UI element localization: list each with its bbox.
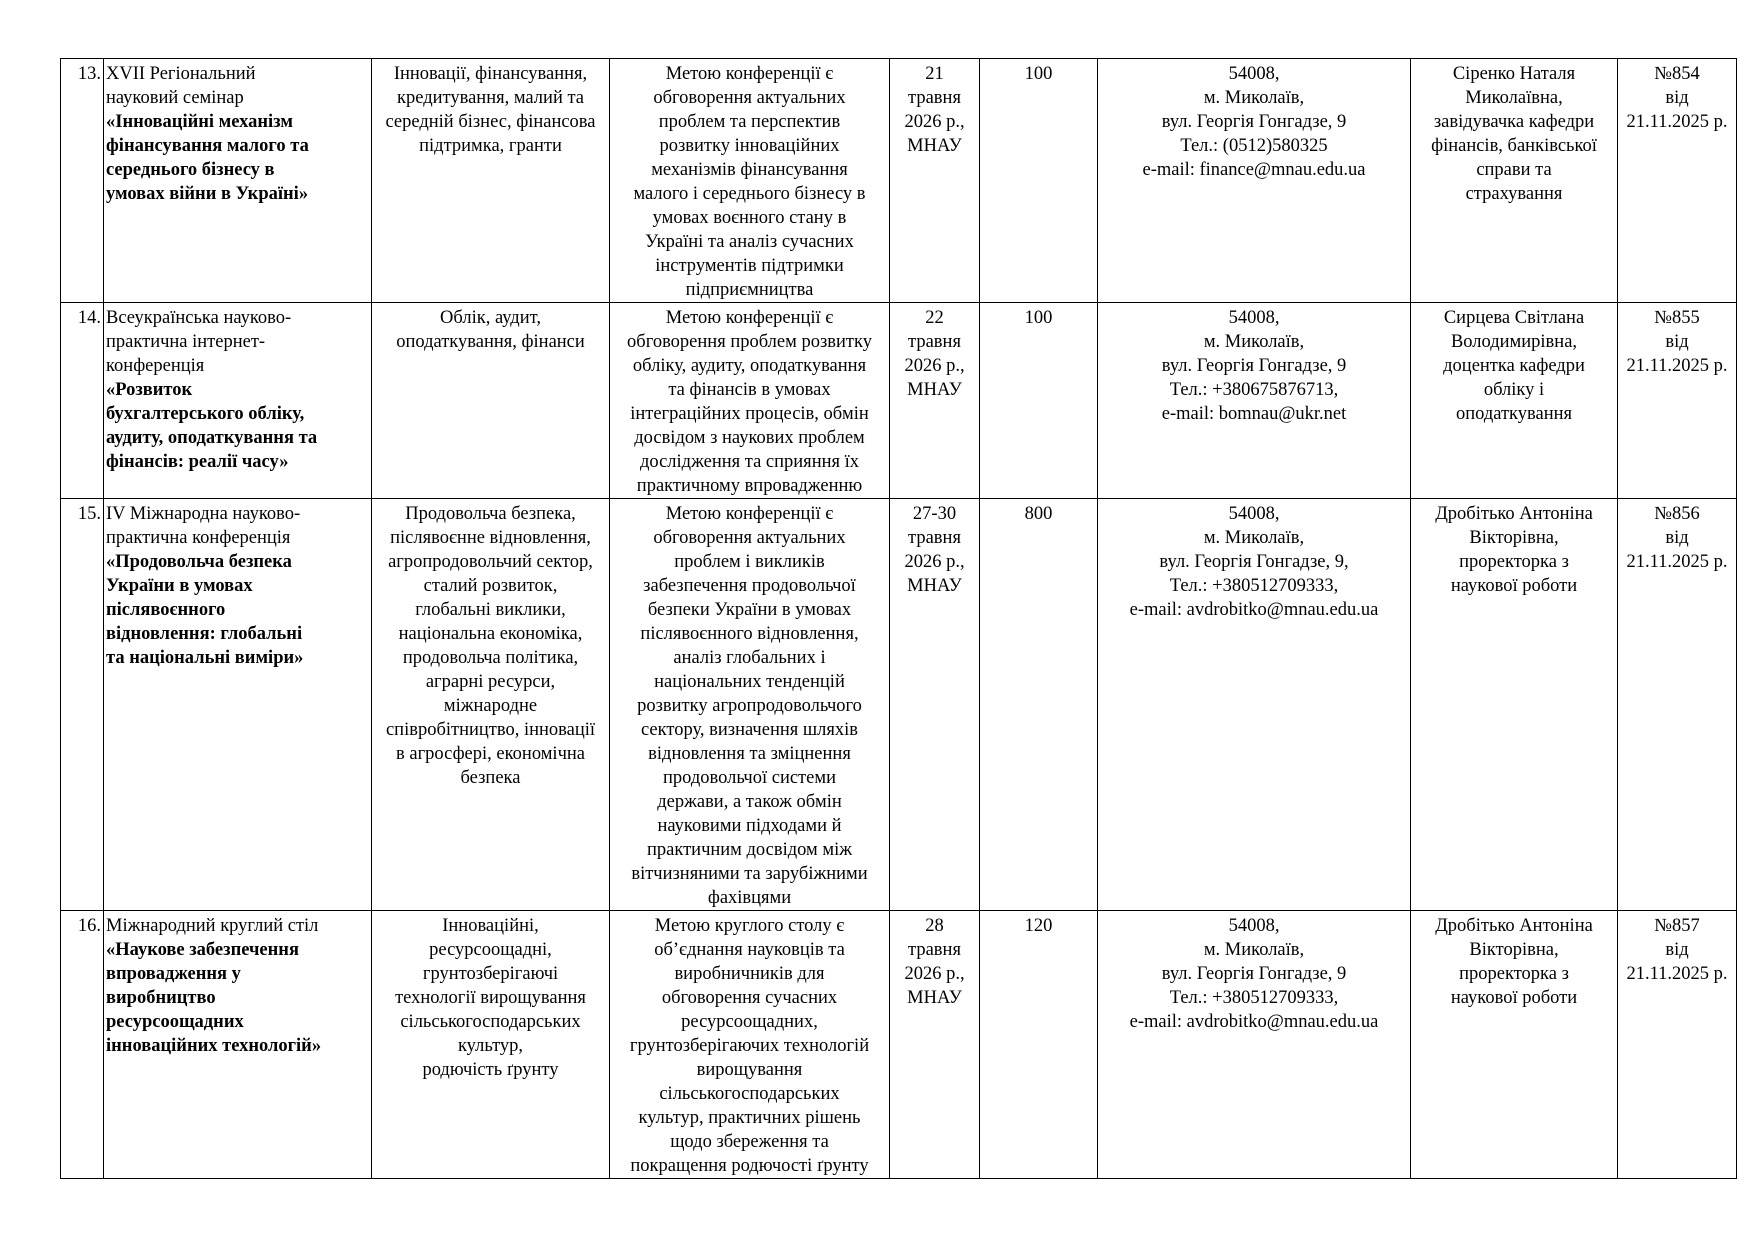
address-line: Тел.: (0512)580325 <box>1180 136 1328 156</box>
title-bold-line: післявоєнного <box>106 600 226 620</box>
purpose-line: обговорення сучасних <box>661 988 838 1008</box>
purpose-line: національних тенденцій <box>654 672 845 692</box>
date-line: МНАУ <box>907 136 962 156</box>
address-line: e-mail: avdrobitko@mnau.edu.ua <box>1129 600 1379 620</box>
topics-line: агропродовольчий сектор, <box>388 552 593 572</box>
title-bold-line: середнього бізнесу в <box>106 160 275 180</box>
title-plain-line: XVII Регіональний <box>106 64 256 84</box>
purpose-line: відновлення та зміцнення <box>648 744 851 764</box>
event-title <box>104 499 372 911</box>
participant-count: 800 <box>980 499 1098 911</box>
table-row <box>61 499 1737 911</box>
purpose-line: практичним досвідом між <box>646 840 852 860</box>
topics-line: технології вирощування <box>395 988 586 1008</box>
date-line: 21 <box>925 64 944 84</box>
event-date <box>890 911 980 1179</box>
address-line: вул. Георгія Гонгадзе, 9 <box>1161 112 1347 132</box>
address-line: 54008, <box>1228 308 1280 328</box>
address-line: вул. Георгія Гонгадзе, 9 <box>1161 964 1347 984</box>
responsible-line: проректорка з <box>1459 964 1569 984</box>
topics-line: сталий розвиток, <box>423 576 558 596</box>
purpose-line: вітчизняними та зарубіжними <box>631 864 868 884</box>
date-line: МНАУ <box>907 988 962 1008</box>
date-line: травня <box>908 88 961 108</box>
participant-count: 120 <box>980 911 1098 1179</box>
address-line: 54008, <box>1228 504 1280 524</box>
participant-count: 100 <box>980 303 1098 499</box>
responsible-line: завідувачка кафедри <box>1433 112 1595 132</box>
event-number: 14. <box>61 303 104 499</box>
responsible-line: оподаткування <box>1455 404 1573 424</box>
date-line: 2026 р., <box>904 356 965 376</box>
event-purpose <box>610 499 890 911</box>
event-topics <box>372 911 610 1179</box>
responsible-line: проректорка з <box>1459 552 1569 572</box>
event-date <box>890 59 980 303</box>
address-line: м. Миколаїв, <box>1203 528 1305 548</box>
purpose-line: обліку, аудиту, оподаткування <box>632 356 867 376</box>
event-purpose <box>610 303 890 499</box>
events-table-body <box>61 59 1737 1179</box>
topics-line: Інноваційні, <box>442 916 539 936</box>
order-number <box>1618 303 1737 499</box>
title-bold-line: «Розвиток <box>106 380 193 400</box>
topics-line: ресурсоощадні, <box>429 940 552 960</box>
topics-line: післявоєнне відновлення, <box>390 528 591 548</box>
event-number: 16. <box>61 911 104 1179</box>
address-line: e-mail: bomnau@ukr.net <box>1161 404 1347 424</box>
topics-line: національна економіка, <box>398 624 583 644</box>
responsible-line: страхування <box>1465 184 1563 204</box>
order-number <box>1618 911 1737 1179</box>
responsible-line: Вікторівна, <box>1469 940 1559 960</box>
order-line: 21.11.2025 р. <box>1626 964 1728 984</box>
purpose-line: аналіз глобальних і <box>673 648 826 668</box>
order-number <box>1618 59 1737 303</box>
purpose-line: та фінансів в умовах <box>668 380 831 400</box>
order-line: №857 <box>1654 916 1700 936</box>
purpose-line: підприємництва <box>685 280 814 300</box>
purpose-line: покращення родючості ґрунту <box>630 1156 869 1176</box>
purpose-line: щодо збереження та <box>670 1132 829 1152</box>
responsible-line: обліку і <box>1483 380 1545 400</box>
order-line: 21.11.2025 р. <box>1626 552 1728 572</box>
title-plain-line: Міжнародний круглий стіл <box>106 916 319 936</box>
purpose-line: обговорення проблем розвитку <box>627 332 872 352</box>
topics-line: оподаткування, фінанси <box>396 332 585 352</box>
title-bold-line: «Інноваційні механізм <box>106 112 293 132</box>
topics-line: продовольча політика, <box>402 648 579 668</box>
responsible-line: справи та <box>1476 160 1552 180</box>
order-line: 21.11.2025 р. <box>1626 112 1728 132</box>
purpose-line: практичному впровадженню <box>636 476 863 496</box>
purpose-line: науковими підходами й <box>657 816 842 836</box>
table-row <box>61 303 1737 499</box>
address-line: м. Миколаїв, <box>1203 940 1305 960</box>
title-bold-line: впровадження у <box>106 964 241 984</box>
title-plain-line: науковий семінар <box>106 88 244 108</box>
event-address <box>1098 303 1411 499</box>
event-number: 13. <box>61 59 104 303</box>
purpose-line: Метою конференції є <box>665 64 834 84</box>
event-topics <box>372 499 610 911</box>
title-bold-line: інноваційних технологій» <box>106 1036 322 1056</box>
purpose-line: вирощування <box>696 1060 803 1080</box>
topics-line: кредитування, малий та <box>396 88 584 108</box>
address-line: e-mail: finance@mnau.edu.ua <box>1142 160 1366 180</box>
purpose-line: об’єднання науковців та <box>654 940 845 960</box>
address-line: e-mail: avdrobitko@mnau.edu.ua <box>1129 1012 1379 1032</box>
topics-line: Облік, аудит, <box>440 308 541 328</box>
date-line: травня <box>908 332 961 352</box>
purpose-line: продовольчої системи <box>663 768 836 788</box>
topics-line: Продовольча безпека, <box>405 504 576 524</box>
topics-line: Інновації, фінансування, <box>393 64 588 84</box>
purpose-line: інтеграційних процесів, обмін <box>630 404 869 424</box>
purpose-line: Метою круглого столу є <box>654 916 845 936</box>
title-bold-line: виробництво <box>106 988 216 1008</box>
responsible-person <box>1411 499 1618 911</box>
responsible-line: наукової роботи <box>1450 988 1578 1008</box>
purpose-line: Метою конференції є <box>665 308 834 328</box>
responsible-line: наукової роботи <box>1450 576 1578 596</box>
topics-line: підтримка, гранти <box>419 136 562 156</box>
responsible-line: Вікторівна, <box>1469 528 1559 548</box>
address-line: Тел.: +380675876713, <box>1169 380 1339 400</box>
responsible-line: Миколаївна, <box>1465 88 1563 108</box>
topics-line: співробітництво, інновації <box>385 720 596 740</box>
responsible-line: фінансів, банківської <box>1431 136 1597 156</box>
table-row <box>61 59 1737 303</box>
event-purpose <box>610 911 890 1179</box>
event-date <box>890 303 980 499</box>
purpose-line: забезпечення продовольчої <box>643 576 856 596</box>
address-line: 54008, <box>1228 64 1280 84</box>
title-bold-line: ресурсоощадних <box>106 1012 244 1032</box>
address-line: м. Миколаїв, <box>1203 88 1305 108</box>
topics-line: грунтозберігаючі <box>422 964 559 984</box>
purpose-line: післявоєнного відновлення, <box>640 624 859 644</box>
purpose-line: проблем та перспектив <box>658 112 841 132</box>
event-date <box>890 499 980 911</box>
order-line: від <box>1665 332 1689 352</box>
title-plain-line: практична інтернет- <box>106 332 266 352</box>
responsible-line: доцентка кафедри <box>1443 356 1585 376</box>
responsible-line: Сирцева Світлана <box>1443 308 1585 328</box>
responsible-line: Дробітько Антоніна <box>1435 916 1593 936</box>
responsible-line: Володимирівна, <box>1450 332 1578 352</box>
title-plain-line: практична конференція <box>106 528 291 548</box>
purpose-line: грунтозберігаючих технологій <box>629 1036 870 1056</box>
date-line: 2026 р., <box>904 552 965 572</box>
address-line: Тел.: +380512709333, <box>1169 988 1339 1008</box>
title-plain-line: Всеукраїнська науково- <box>106 308 292 328</box>
order-line: від <box>1665 88 1689 108</box>
purpose-line: обговорення актуальних <box>653 88 846 108</box>
order-number <box>1618 499 1737 911</box>
date-line: 2026 р., <box>904 964 965 984</box>
order-line: від <box>1665 528 1689 548</box>
order-line: 21.11.2025 р. <box>1626 356 1728 376</box>
topics-line: глобальні виклики, <box>415 600 566 620</box>
event-title <box>104 59 372 303</box>
purpose-line: проблем і викликів <box>674 552 825 572</box>
topics-line: середній бізнес, фінансова <box>385 112 596 132</box>
event-topics <box>372 303 610 499</box>
purpose-line: держави, а також обмін <box>657 792 842 812</box>
responsible-line: Дробітько Антоніна <box>1435 504 1593 524</box>
date-line: травня <box>908 940 961 960</box>
purpose-line: виробничників для <box>674 964 825 984</box>
responsible-line: Сіренко Наталя <box>1452 64 1576 84</box>
event-address <box>1098 911 1411 1179</box>
purpose-line: розвитку агропродовольчого <box>637 696 862 716</box>
topics-line: сільськогосподарських <box>400 1012 581 1032</box>
purpose-line: малого і середнього бізнесу в <box>633 184 866 204</box>
event-number: 15. <box>61 499 104 911</box>
purpose-line: інструментів підтримки <box>655 256 844 276</box>
date-line: МНАУ <box>907 380 962 400</box>
event-topics <box>372 59 610 303</box>
title-bold-line: аудиту, оподаткування та <box>106 428 318 448</box>
purpose-line: розвитку інноваційних <box>659 136 840 156</box>
address-line: м. Миколаїв, <box>1203 332 1305 352</box>
event-address <box>1098 59 1411 303</box>
title-plain-line: IV Міжнародна науково- <box>106 504 301 524</box>
purpose-line: культур, практичних рішень <box>638 1108 861 1128</box>
purpose-line: Метою конференції є <box>665 504 834 524</box>
date-line: 28 <box>925 916 944 936</box>
topics-line: родючість ґрунту <box>422 1060 559 1080</box>
purpose-line: сектору, визначення шляхів <box>640 720 858 740</box>
event-title <box>104 303 372 499</box>
purpose-line: механізмів фінансування <box>651 160 848 180</box>
purpose-line: дослідження та сприяння їх <box>639 452 860 472</box>
topics-line: культур, <box>457 1036 524 1056</box>
events-table <box>60 58 1737 1179</box>
purpose-line: Україні та аналіз сучасних <box>645 232 854 252</box>
event-address <box>1098 499 1411 911</box>
purpose-line: обговорення актуальних <box>653 528 846 548</box>
title-bold-line: фінансів: реалії часу» <box>106 452 289 472</box>
date-line: 22 <box>925 308 944 328</box>
purpose-line: ресурсоощадних, <box>681 1012 818 1032</box>
purpose-line: сільськогосподарських <box>659 1084 840 1104</box>
responsible-person <box>1411 911 1618 1179</box>
title-bold-line: умовах війни в Україні» <box>106 184 309 204</box>
title-plain-line: конференція <box>106 356 205 376</box>
address-line: Тел.: +380512709333, <box>1169 576 1339 596</box>
event-purpose <box>610 59 890 303</box>
date-line: 2026 р., <box>904 112 965 132</box>
date-line: 27-30 <box>912 504 957 524</box>
order-line: №855 <box>1654 308 1700 328</box>
responsible-person <box>1411 59 1618 303</box>
topics-line: міжнародне <box>443 696 538 716</box>
date-line: травня <box>908 528 961 548</box>
topics-line: аграрні ресурси, <box>425 672 556 692</box>
order-line: №856 <box>1654 504 1700 524</box>
participant-count: 100 <box>980 59 1098 303</box>
address-line: вул. Георгія Гонгадзе, 9, <box>1159 552 1349 572</box>
title-bold-line: відновлення: глобальні <box>106 624 303 644</box>
title-bold-line: фінансування малого та <box>106 136 309 156</box>
title-bold-line: бухгалтерського обліку, <box>106 404 305 424</box>
title-bold-line: України в умовах <box>106 576 253 596</box>
address-line: вул. Георгія Гонгадзе, 9 <box>1161 356 1347 376</box>
title-bold-line: «Продовольча безпека <box>106 552 292 572</box>
date-line: МНАУ <box>907 576 962 596</box>
responsible-person <box>1411 303 1618 499</box>
purpose-line: фахівцями <box>707 888 792 908</box>
topics-line: в агросфері, економічна <box>396 744 585 764</box>
purpose-line: досвідом з наукових проблем <box>634 428 865 448</box>
topics-line: безпека <box>460 768 521 788</box>
address-line: 54008, <box>1228 916 1280 936</box>
purpose-line: безпеки України в умовах <box>647 600 852 620</box>
order-line: №854 <box>1654 64 1700 84</box>
order-line: від <box>1665 940 1689 960</box>
event-title <box>104 911 372 1179</box>
title-bold-line: «Наукове забезпечення <box>106 940 299 960</box>
title-bold-line: та національні виміри» <box>106 648 304 668</box>
purpose-line: умовах воєнного стану в <box>652 208 847 228</box>
table-row <box>61 911 1737 1179</box>
